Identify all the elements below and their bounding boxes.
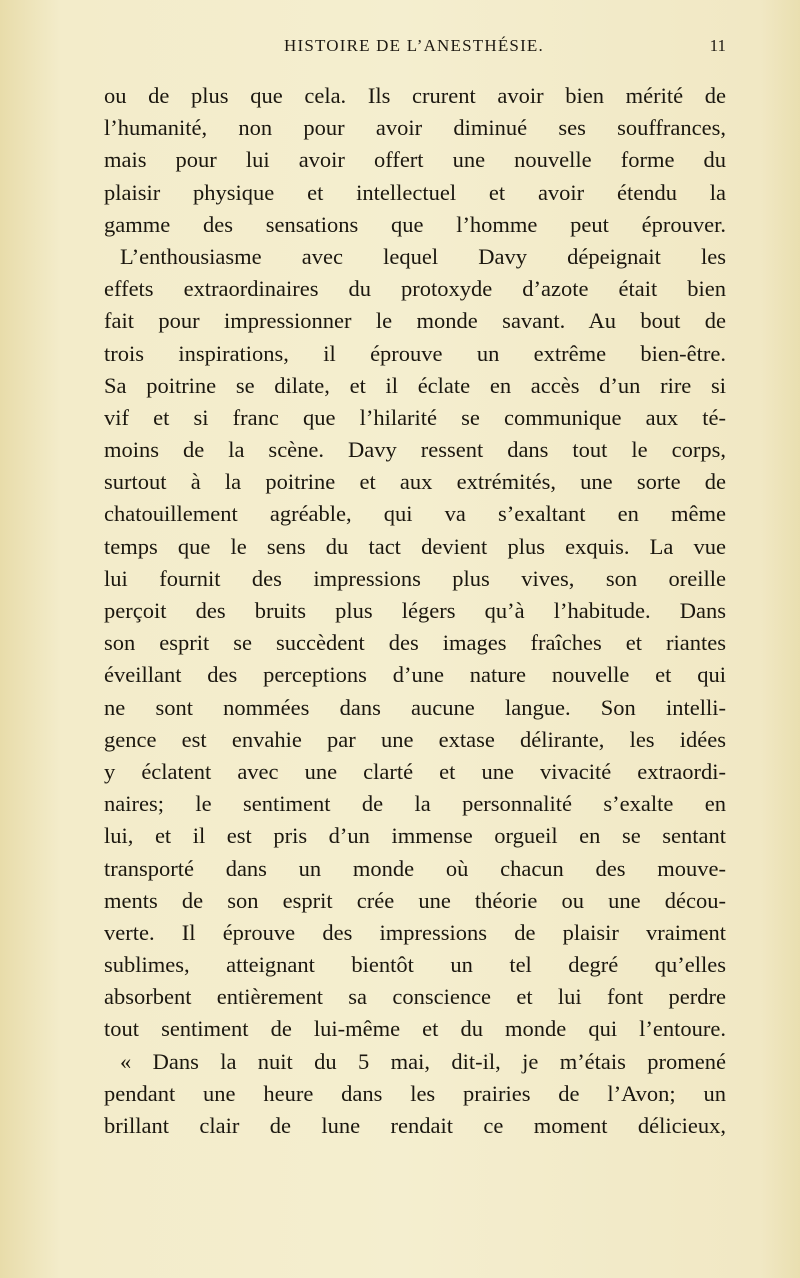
text-line: lui fournit des impressions plus vives, son oreille bbox=[104, 565, 726, 591]
body-text bbox=[104, 80, 726, 1142]
text-line: moins de la scène. Davy ressent dans tout le corps, bbox=[104, 437, 726, 463]
text-line: ments de son esprit crée une théorie ou une décou- bbox=[104, 887, 726, 913]
text-line: mais pour lui avoir offert une nouvelle forme du bbox=[104, 147, 726, 173]
text-line: ne sont nommées dans aucune langue. Son intelli- bbox=[104, 694, 726, 720]
text-line: fait pour impressionner le monde savant. Au bout de bbox=[104, 308, 726, 334]
text-line: tout sentiment de lui-même et du monde qui l’entoure. bbox=[104, 1016, 726, 1042]
text-line: plaisir physique et intellectuel et avoir étendu la bbox=[104, 179, 726, 205]
text-line: verte. Il éprouve des impressions de plaisir vraiment bbox=[104, 919, 726, 945]
text-line: vif et si franc que l’hilarité se communique aux té- bbox=[104, 404, 726, 430]
text-line: sublimes, atteignant bientôt un tel degré qu’elles bbox=[104, 952, 726, 978]
text-line: gamme des sensations que l’homme peut éprouver. bbox=[104, 211, 726, 237]
text-line: « Dans la nuit du 5 mai, dit-il, je m’étais promené bbox=[120, 1048, 726, 1074]
text-line: L’enthousiasme avec lequel Davy dépeignait les bbox=[120, 243, 726, 269]
text-line: trois inspirations, il éprouve un extrême bien-être. bbox=[104, 340, 726, 366]
page-header bbox=[104, 36, 726, 60]
text-line: Sa poitrine se dilate, et il éclate en accès d’un rire si bbox=[104, 372, 726, 398]
text-line: brillant clair de lune rendait ce moment délicieux, bbox=[104, 1113, 726, 1138]
text-line: surtout à la poitrine et aux extrémités, une sorte de bbox=[104, 469, 726, 495]
text-line: pendant une heure dans les prairies de l’Avon; un bbox=[104, 1080, 726, 1106]
text-line: effets extraordinaires du protoxyde d’azote était bien bbox=[104, 276, 726, 302]
text-line: naires; le sentiment de la personnalité s’exalte en bbox=[104, 791, 726, 817]
running-title: HISTOIRE DE L’ANESTHÉSIE. bbox=[284, 36, 544, 55]
text-line: son esprit se succèdent des images fraîches et riantes bbox=[104, 630, 726, 656]
text-line: y éclatent avec une clarté et une vivacité extraordi- bbox=[104, 758, 726, 784]
text-line: transporté dans un monde où chacun des mouve- bbox=[104, 855, 726, 881]
text-line: absorbent entièrement sa conscience et lui font perdre bbox=[104, 984, 726, 1010]
text-line: ou de plus que cela. Ils crurent avoir bien mérité de bbox=[104, 83, 726, 108]
text-line: gence est envahie par une extase délirante, les idées bbox=[104, 726, 726, 752]
page-number: 11 bbox=[709, 36, 726, 55]
text-line: temps que le sens du tact devient plus exquis. La vue bbox=[104, 533, 726, 559]
text-line: l’humanité, non pour avoir diminué ses souffrances, bbox=[104, 115, 726, 141]
text-line: lui, et il est pris d’un immense orgueil en se sentant bbox=[104, 823, 726, 849]
text-line: chatouillement agréable, qui va s’exaltant en même bbox=[104, 501, 726, 527]
text-line: perçoit des bruits plus légers qu’à l’habitude. Dans bbox=[104, 598, 726, 623]
text-line: éveillant des perceptions d’une nature nouvelle et qui bbox=[104, 662, 726, 688]
